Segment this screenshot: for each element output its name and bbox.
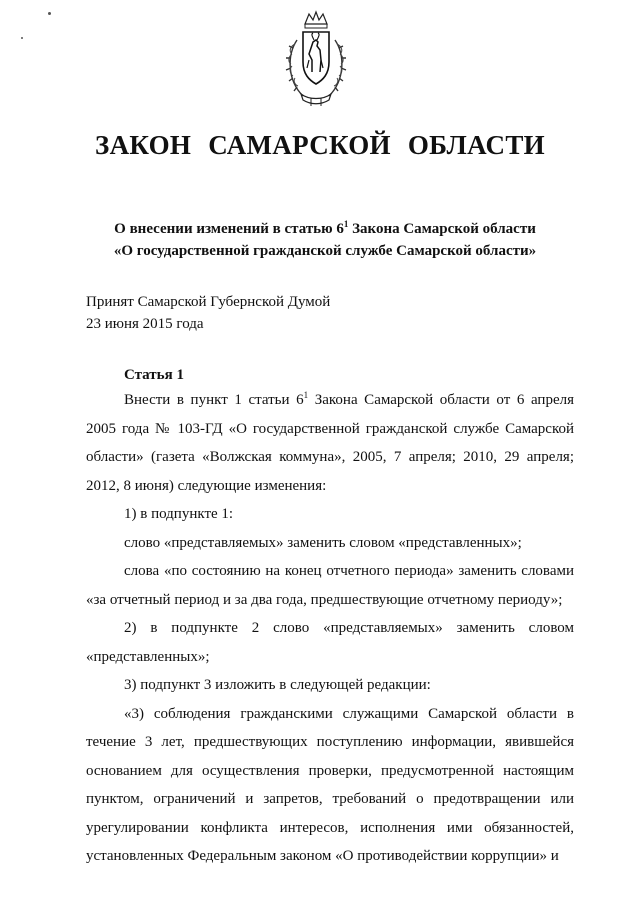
article-paragraph: 3) подпункт 3 изложить в следующей редакции:	[124, 677, 431, 693]
scan-speck	[21, 37, 23, 39]
adoption-date: 23 июня 2015 года	[86, 316, 204, 332]
law-subject-line-2: «О государственной гражданской службе Самарской области»	[113, 243, 537, 259]
article-body	[86, 386, 574, 871]
article-paragraph: «3) соблюдения гражданскими служащими Самарской области в течение 3 лет, предшествующих поступлению информации, явившейся основанием для осуществления проверки, предусмотренной настоящим пунктом, ограничений и запретов, требований о предотвращении или урегулировании конфликта интересов, исполнения ими обязанностей, установленных Федеральным законом «О противодействии коррупции» и	[86, 705, 574, 864]
adoption-body: Принят Самарской Губернской Думой	[86, 294, 331, 310]
law-subject-line-1: О внесении изменений в статью $6^1$ Закона Самарской области	[114, 219, 536, 237]
article-intro: Внести в пункт 1 статьи $6^1$ Закона Самарской области от 6 апреля 2005 года № 103-ГД «О государственной гражданской службе Самарской области» (газета «Волжская коммуна», 2005, 7 апреля; 2010, 29 апреля; 2012, 8 июня) следующие изменения:	[86, 390, 574, 494]
article-heading: Статья 1	[124, 367, 184, 383]
article-paragraph: 2) в подпункте 2 слово «представляемых» заменить словом «представленных»;	[86, 620, 574, 665]
law-title: ЗАКОН САМАРСКОЙ ОБЛАСТИ	[95, 130, 545, 160]
adoption-note	[86, 291, 330, 335]
article-paragraph: слова «по состоянию на конец отчетного периода» заменить словами «за отчетный период и за два года, предшествующие отчетному периоду»;	[86, 563, 574, 608]
article-paragraph: слово «представляемых» заменить словом «представленных»;	[124, 534, 522, 551]
scan-speck	[48, 12, 51, 15]
article-paragraph: 1) в подпункте 1:	[124, 506, 234, 522]
samara-coat-of-arms-icon	[285, 10, 347, 110]
law-subject	[60, 218, 590, 262]
